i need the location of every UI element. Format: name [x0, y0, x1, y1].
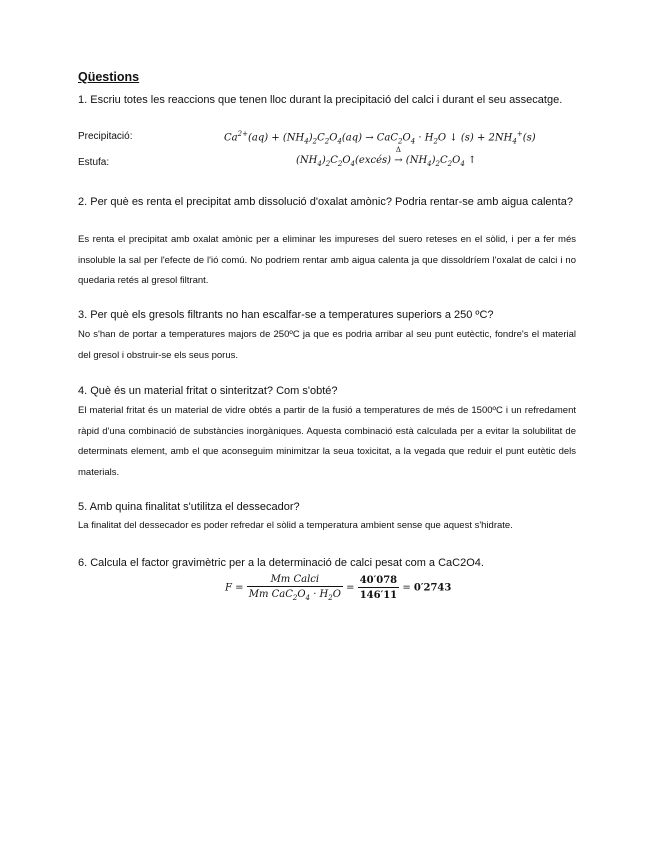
value-fraction — [358, 575, 399, 601]
answer-4: El material fritat és un material de vidre obtés a partir de la fusió a temperatures de més de 1500ºC i un refredament ràpid d'una combinació de substàncies inorgàniques. Aquesta combinació està calculada per a evitar la solubilitat de determinats element, amb el que aconseguim minimitzar la seua toxicitat, a la vegada que reduir el punt eutètic dels materials. — [78, 405, 576, 478]
gravimetric-factor-result: 0′2743 — [413, 582, 452, 594]
value-numerator: 40′078 — [359, 575, 398, 586]
fraction-numerator: Mm Calci — [247, 574, 343, 587]
fraction-denominator: Mm $CaC_2O_4 \cdot H_2O$ — [248, 589, 341, 602]
stove-equation: $(NH_4)_2C_2O_4(excés)$ → Δ $(NH_4)_2C_2O_4$ ↑ — [296, 146, 477, 168]
answer-3: No s'han de portar a temperatures majors de 250ºC ja que es podria arribar al seu punt eutèctic, fondre's el material del gresol i obstruir-se els seus porus. — [78, 329, 576, 361]
question-5: 5. Amb quina finalitat s'utilitza el dessecador? — [78, 501, 300, 513]
question-2: 2. Per què es renta el precipitat amb dissolució d'oxalat amònic? Podria rentar-se amb aigua calenta? — [78, 196, 573, 208]
stove-label: Estufa: — [78, 157, 110, 168]
precipitation-equation: $Ca^{2+}(aq) + (NH_4)_2C_2O_4(aq) \to CaC_2O_4 \cdot H_2O$ ↓ $(s) + 2NH_4^+(s)$ — [224, 130, 536, 146]
answer-5: La finalitat del dessecador es poder refredar el sòlid a temperatura ambient sense que aquest s'hidrate. — [78, 520, 513, 531]
precipitation-label: Precipitació: — [78, 131, 133, 142]
molar-mass-fraction — [247, 574, 343, 602]
gravimetric-factor-formula: F = $\frac{\text{Mm Calci}}{Mm CaC_2O_4 \cdot H_2O}$ = $\frac{40'078}{146'11}$ = 0′2743 — [225, 574, 452, 602]
question-1: 1. Escriu totes les reaccions que tenen lloc durant la precipitació del calci i durant el seu assecatge. — [78, 94, 563, 106]
question-4: 4. Què és un material fritat o sinteritzat? Com s'obté? — [78, 385, 338, 397]
value-denominator: 146′11 — [359, 590, 398, 601]
section-heading: Qüestions — [78, 70, 140, 84]
answer-2: Es renta el precipitat amb oxalat amònic per a eliminar les impureses del suero reteses en el sòlid, i per a fer més insoluble la sal per l'efecte de l'ió comú. No podriem rentar amb aigua calenta ja que dissoldríem l'oxalat de calci i no quedaria retés al gresol filtrant. — [78, 234, 576, 286]
question-3: 3. Per què els gresols filtrants no han escalfar-se a temperatures superiors a 250 ºC? — [78, 309, 494, 321]
question-6: 6. Calcula el factor gravimètric per a la determinació de calci pesat com a CaC2O4. — [78, 557, 484, 569]
formula-f-label: F — [225, 582, 232, 594]
